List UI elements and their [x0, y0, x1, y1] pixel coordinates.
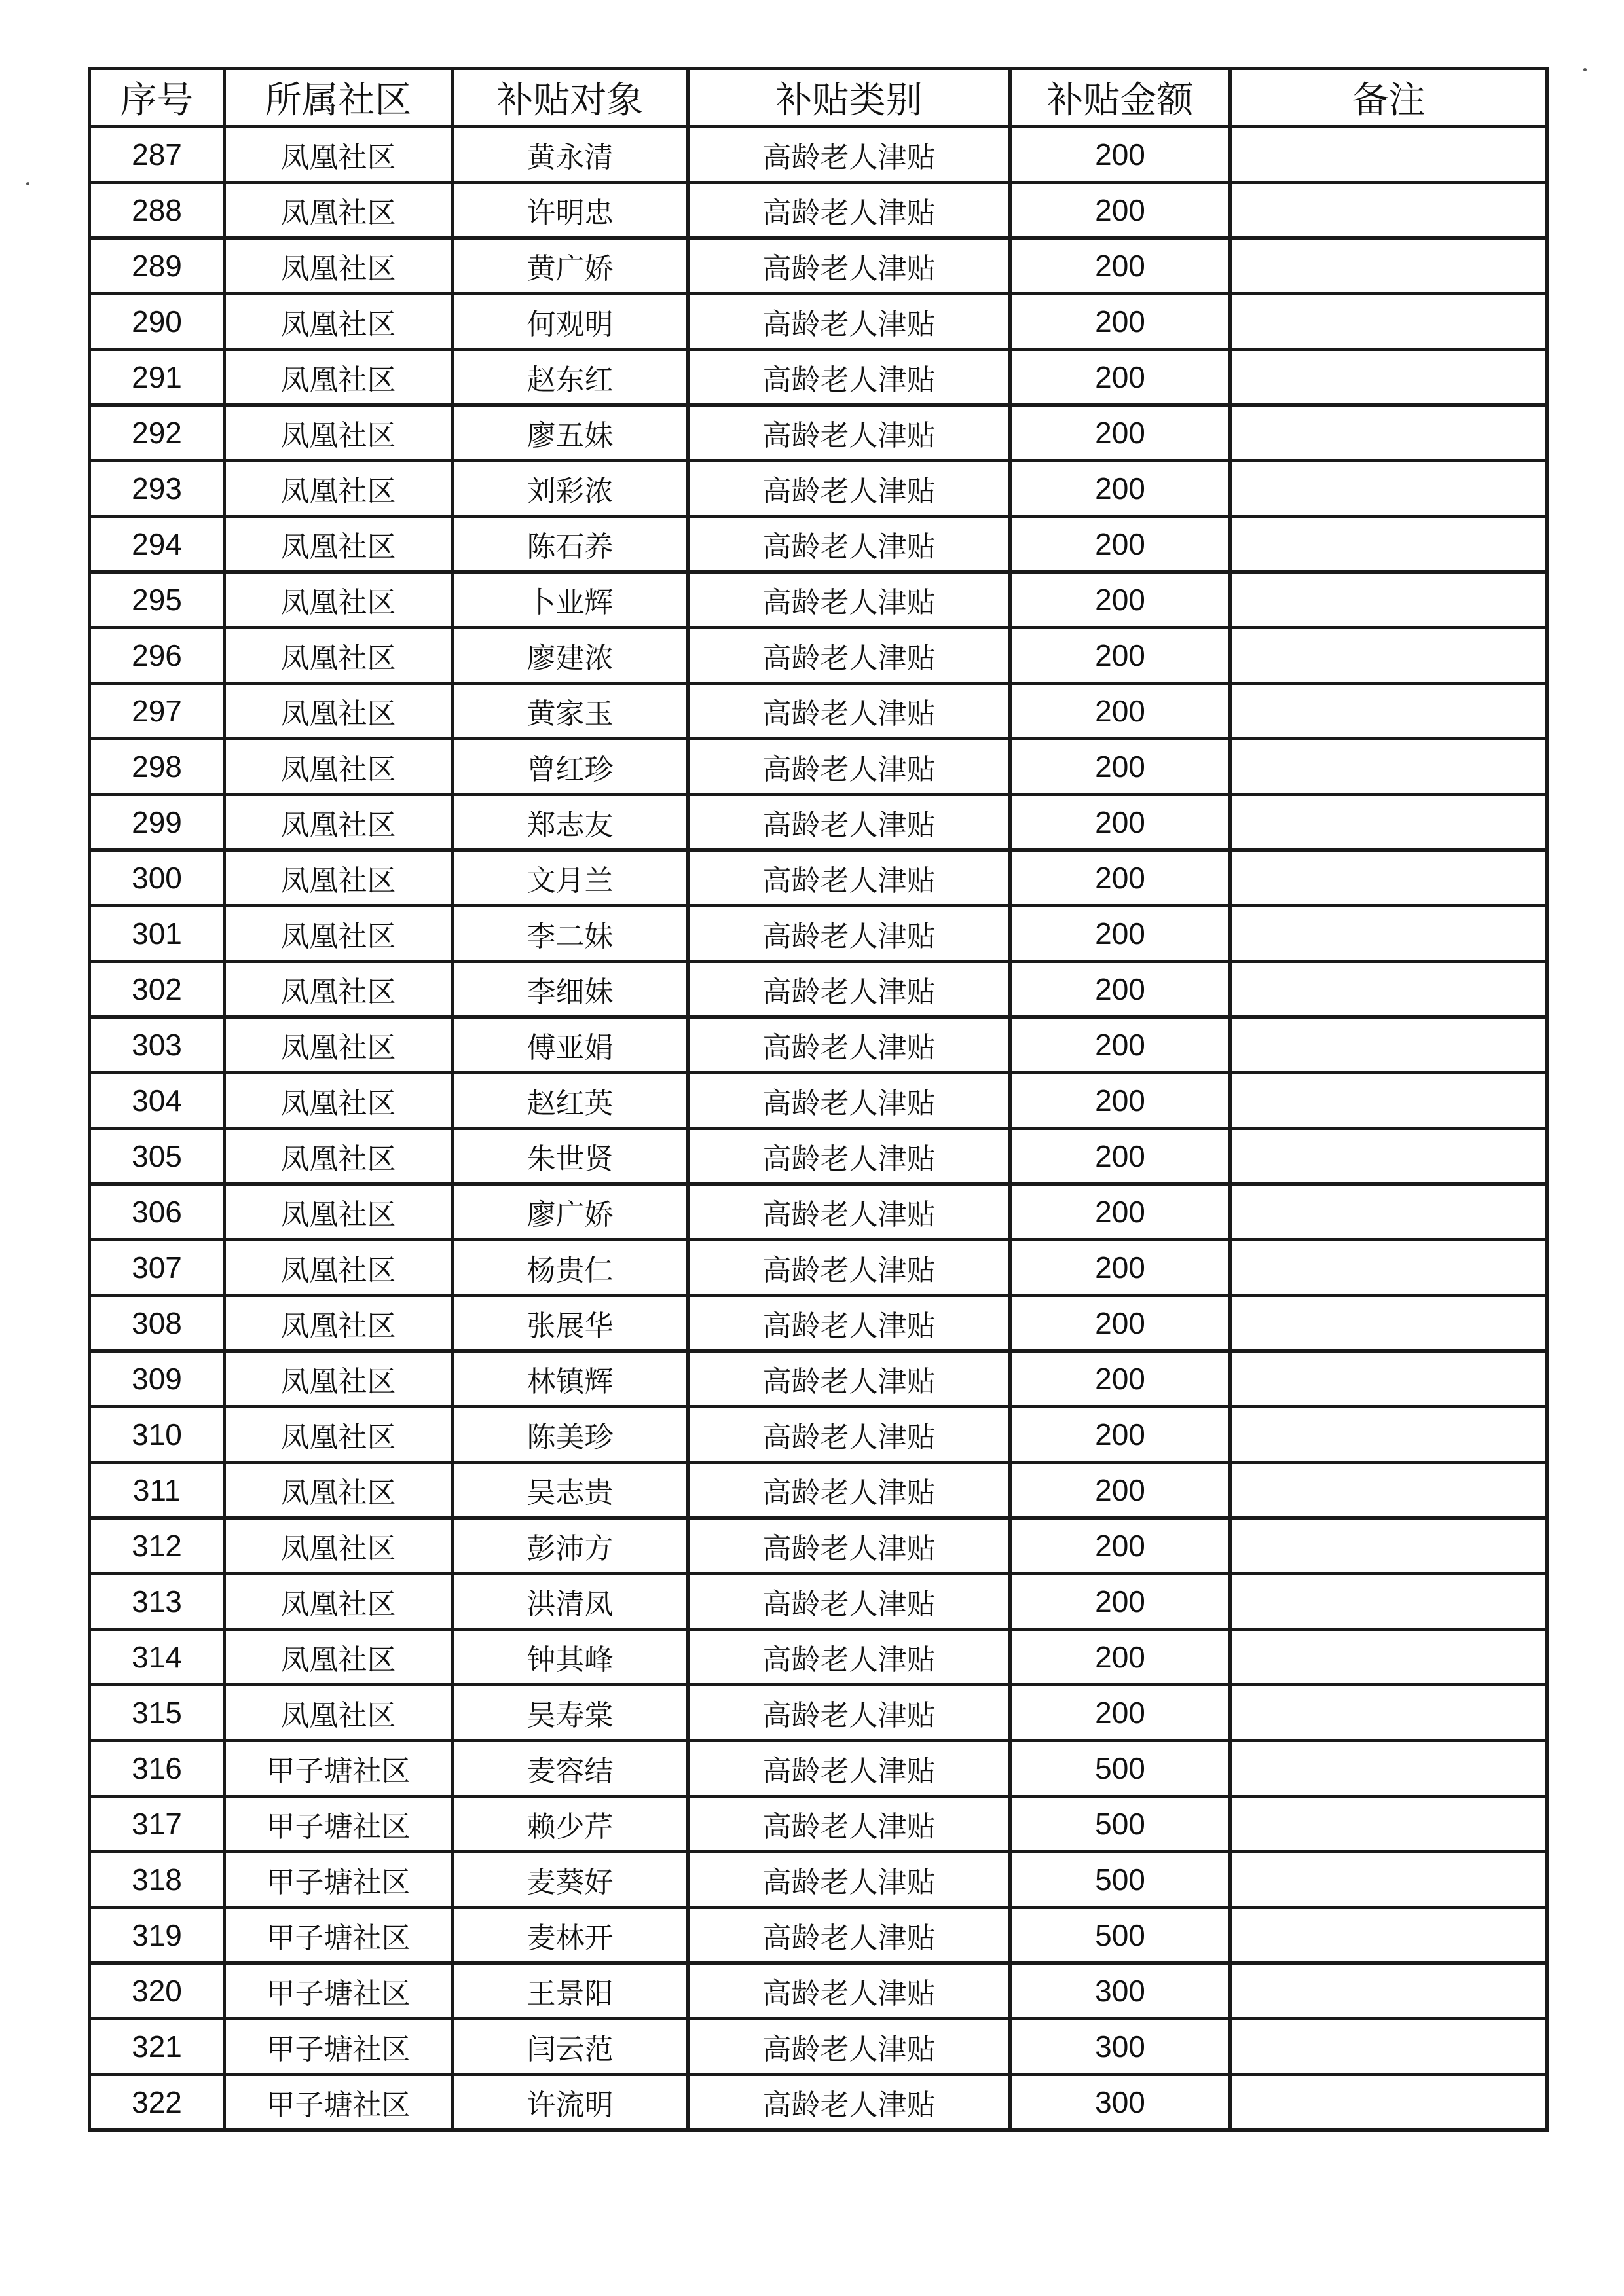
- cell-category: 高龄老人津贴: [688, 1852, 1010, 1908]
- cell-community: 凤凰社区: [225, 683, 452, 739]
- cell-community: 凤凰社区: [225, 238, 452, 294]
- table-row: [90, 1630, 1547, 1685]
- cell-amount: 500: [1010, 1741, 1230, 1796]
- cell-category: 高龄老人津贴: [688, 628, 1010, 683]
- cell-seq: 296: [90, 628, 225, 683]
- cell-amount: 200: [1010, 795, 1230, 850]
- cell-community: 凤凰社区: [225, 1017, 452, 1073]
- cell-note: [1230, 850, 1547, 906]
- cell-target: 王景阳: [452, 1963, 688, 2019]
- table-row: [90, 850, 1547, 906]
- table-row: [90, 1296, 1547, 1351]
- cell-category: 高龄老人津贴: [688, 1073, 1010, 1129]
- cell-seq: 308: [90, 1296, 225, 1351]
- cell-note: [1230, 906, 1547, 962]
- cell-seq: 300: [90, 850, 225, 906]
- header-target: 补贴对象: [452, 69, 688, 127]
- cell-note: [1230, 238, 1547, 294]
- table-row: [90, 1240, 1547, 1296]
- cell-seq: 311: [90, 1463, 225, 1518]
- table-row: [90, 628, 1547, 683]
- cell-amount: 200: [1010, 1296, 1230, 1351]
- cell-note: [1230, 1796, 1547, 1852]
- cell-seq: 290: [90, 294, 225, 350]
- cell-category: 高龄老人津贴: [688, 1407, 1010, 1463]
- cell-target: 许流明: [452, 2075, 688, 2130]
- cell-note: [1230, 1963, 1547, 2019]
- scan-speck: [1583, 68, 1587, 71]
- cell-amount: 200: [1010, 461, 1230, 517]
- cell-category: 高龄老人津贴: [688, 1796, 1010, 1852]
- cell-category: 高龄老人津贴: [688, 2075, 1010, 2130]
- cell-note: [1230, 739, 1547, 795]
- cell-target: 黄永清: [452, 127, 688, 183]
- cell-note: [1230, 1184, 1547, 1240]
- cell-amount: 500: [1010, 1852, 1230, 1908]
- table-row: [90, 683, 1547, 739]
- cell-target: 吴志贵: [452, 1463, 688, 1518]
- cell-community: 凤凰社区: [225, 795, 452, 850]
- cell-amount: 200: [1010, 628, 1230, 683]
- cell-category: 高龄老人津贴: [688, 1296, 1010, 1351]
- cell-seq: 320: [90, 1963, 225, 2019]
- cell-note: [1230, 1630, 1547, 1685]
- cell-category: 高龄老人津贴: [688, 1463, 1010, 1518]
- cell-seq: 305: [90, 1129, 225, 1184]
- cell-seq: 322: [90, 2075, 225, 2130]
- table-row: [90, 1407, 1547, 1463]
- cell-category: 高龄老人津贴: [688, 294, 1010, 350]
- cell-community: 凤凰社区: [225, 572, 452, 628]
- cell-category: 高龄老人津贴: [688, 1518, 1010, 1574]
- cell-note: [1230, 1073, 1547, 1129]
- cell-note: [1230, 683, 1547, 739]
- cell-category: 高龄老人津贴: [688, 1574, 1010, 1630]
- cell-target: 吴寿棠: [452, 1685, 688, 1741]
- cell-amount: 200: [1010, 1240, 1230, 1296]
- cell-seq: 289: [90, 238, 225, 294]
- cell-community: 甲子塘社区: [225, 1796, 452, 1852]
- cell-category: 高龄老人津贴: [688, 1908, 1010, 1963]
- cell-target: 郑志友: [452, 795, 688, 850]
- cell-seq: 316: [90, 1741, 225, 1796]
- header-seq: 序号: [90, 69, 225, 127]
- cell-note: [1230, 350, 1547, 405]
- cell-community: 甲子塘社区: [225, 1741, 452, 1796]
- cell-target: 卜业辉: [452, 572, 688, 628]
- cell-amount: 200: [1010, 127, 1230, 183]
- table-row: [90, 739, 1547, 795]
- cell-target: 刘彩浓: [452, 461, 688, 517]
- cell-target: 洪清凤: [452, 1574, 688, 1630]
- cell-amount: 200: [1010, 1351, 1230, 1407]
- cell-seq: 287: [90, 127, 225, 183]
- cell-community: 凤凰社区: [225, 628, 452, 683]
- cell-amount: 200: [1010, 1463, 1230, 1518]
- cell-amount: 300: [1010, 2075, 1230, 2130]
- table-row: [90, 1073, 1547, 1129]
- cell-target: 文月兰: [452, 850, 688, 906]
- cell-amount: 300: [1010, 1963, 1230, 2019]
- cell-category: 高龄老人津贴: [688, 238, 1010, 294]
- cell-amount: 200: [1010, 1630, 1230, 1685]
- cell-community: 凤凰社区: [225, 1240, 452, 1296]
- cell-community: 凤凰社区: [225, 517, 452, 572]
- cell-target: 林镇辉: [452, 1351, 688, 1407]
- cell-seq: 318: [90, 1852, 225, 1908]
- cell-note: [1230, 1351, 1547, 1407]
- cell-community: 凤凰社区: [225, 906, 452, 962]
- table-row: [90, 517, 1547, 572]
- cell-community: 凤凰社区: [225, 1463, 452, 1518]
- cell-note: [1230, 1908, 1547, 1963]
- cell-note: [1230, 572, 1547, 628]
- table-row: [90, 1518, 1547, 1574]
- cell-category: 高龄老人津贴: [688, 127, 1010, 183]
- scan-speck: [26, 182, 29, 185]
- table-header-row: [90, 69, 1547, 127]
- cell-seq: 295: [90, 572, 225, 628]
- cell-seq: 304: [90, 1073, 225, 1129]
- cell-seq: 307: [90, 1240, 225, 1296]
- table-row: [90, 1184, 1547, 1240]
- cell-community: 甲子塘社区: [225, 1908, 452, 1963]
- cell-seq: 317: [90, 1796, 225, 1852]
- cell-target: 廖建浓: [452, 628, 688, 683]
- cell-amount: 200: [1010, 1073, 1230, 1129]
- header-category: 补贴类别: [688, 69, 1010, 127]
- cell-community: 凤凰社区: [225, 850, 452, 906]
- cell-target: 廖五妹: [452, 405, 688, 461]
- cell-seq: 294: [90, 517, 225, 572]
- cell-seq: 310: [90, 1407, 225, 1463]
- cell-category: 高龄老人津贴: [688, 572, 1010, 628]
- cell-category: 高龄老人津贴: [688, 1351, 1010, 1407]
- cell-seq: 306: [90, 1184, 225, 1240]
- cell-category: 高龄老人津贴: [688, 1129, 1010, 1184]
- table-row: [90, 906, 1547, 962]
- cell-note: [1230, 127, 1547, 183]
- cell-amount: 200: [1010, 517, 1230, 572]
- cell-target: 黄家玉: [452, 683, 688, 739]
- cell-community: 凤凰社区: [225, 1351, 452, 1407]
- cell-community: 凤凰社区: [225, 739, 452, 795]
- table-row: [90, 1351, 1547, 1407]
- table-row: [90, 1852, 1547, 1908]
- cell-seq: 298: [90, 739, 225, 795]
- cell-seq: 303: [90, 1017, 225, 1073]
- cell-note: [1230, 1741, 1547, 1796]
- cell-seq: 313: [90, 1574, 225, 1630]
- cell-target: 杨贵仁: [452, 1240, 688, 1296]
- cell-target: 陈石养: [452, 517, 688, 572]
- table-row: [90, 127, 1547, 183]
- cell-category: 高龄老人津贴: [688, 683, 1010, 739]
- cell-community: 凤凰社区: [225, 294, 452, 350]
- table-row: [90, 461, 1547, 517]
- cell-community: 凤凰社区: [225, 405, 452, 461]
- cell-category: 高龄老人津贴: [688, 1741, 1010, 1796]
- cell-category: 高龄老人津贴: [688, 1240, 1010, 1296]
- cell-community: 凤凰社区: [225, 1630, 452, 1685]
- table-row: [90, 1908, 1547, 1963]
- cell-target: 麦容结: [452, 1741, 688, 1796]
- cell-seq: 297: [90, 683, 225, 739]
- cell-note: [1230, 517, 1547, 572]
- cell-amount: 500: [1010, 1908, 1230, 1963]
- cell-seq: 291: [90, 350, 225, 405]
- cell-amount: 200: [1010, 1574, 1230, 1630]
- cell-target: 赵红英: [452, 1073, 688, 1129]
- cell-target: 钟其峰: [452, 1630, 688, 1685]
- table-row: [90, 1963, 1547, 2019]
- cell-amount: 200: [1010, 183, 1230, 238]
- header-note: 备注: [1230, 69, 1547, 127]
- cell-note: [1230, 2075, 1547, 2130]
- cell-category: 高龄老人津贴: [688, 2019, 1010, 2075]
- table-row: [90, 1574, 1547, 1630]
- table-row: [90, 405, 1547, 461]
- cell-amount: 200: [1010, 850, 1230, 906]
- cell-category: 高龄老人津贴: [688, 350, 1010, 405]
- cell-note: [1230, 2019, 1547, 2075]
- cell-category: 高龄老人津贴: [688, 517, 1010, 572]
- cell-note: [1230, 461, 1547, 517]
- cell-target: 许明忠: [452, 183, 688, 238]
- cell-community: 凤凰社区: [225, 350, 452, 405]
- cell-note: [1230, 405, 1547, 461]
- cell-amount: 200: [1010, 683, 1230, 739]
- cell-note: [1230, 1685, 1547, 1741]
- cell-amount: 200: [1010, 962, 1230, 1017]
- cell-amount: 200: [1010, 1184, 1230, 1240]
- cell-amount: 200: [1010, 1407, 1230, 1463]
- cell-note: [1230, 294, 1547, 350]
- cell-amount: 200: [1010, 238, 1230, 294]
- cell-note: [1230, 962, 1547, 1017]
- cell-target: 何观明: [452, 294, 688, 350]
- cell-seq: 321: [90, 2019, 225, 2075]
- cell-category: 高龄老人津贴: [688, 1630, 1010, 1685]
- cell-seq: 314: [90, 1630, 225, 1685]
- table-row: [90, 962, 1547, 1017]
- cell-target: 麦林开: [452, 1908, 688, 1963]
- cell-category: 高龄老人津贴: [688, 795, 1010, 850]
- cell-seq: 315: [90, 1685, 225, 1741]
- cell-seq: 319: [90, 1908, 225, 1963]
- cell-seq: 292: [90, 405, 225, 461]
- header-community: 所属社区: [225, 69, 452, 127]
- cell-category: 高龄老人津贴: [688, 1017, 1010, 1073]
- cell-category: 高龄老人津贴: [688, 461, 1010, 517]
- cell-category: 高龄老人津贴: [688, 183, 1010, 238]
- cell-amount: 200: [1010, 739, 1230, 795]
- table-row: [90, 572, 1547, 628]
- cell-amount: 300: [1010, 2019, 1230, 2075]
- cell-community: 甲子塘社区: [225, 2075, 452, 2130]
- cell-community: 凤凰社区: [225, 1574, 452, 1630]
- header-amount: 补贴金额: [1010, 69, 1230, 127]
- cell-community: 甲子塘社区: [225, 1963, 452, 2019]
- cell-amount: 200: [1010, 405, 1230, 461]
- cell-target: 陈美珍: [452, 1407, 688, 1463]
- cell-seq: 309: [90, 1351, 225, 1407]
- cell-target: 李细妹: [452, 962, 688, 1017]
- cell-amount: 200: [1010, 1518, 1230, 1574]
- table-row: [90, 2075, 1547, 2130]
- cell-target: 黄广娇: [452, 238, 688, 294]
- table-row: [90, 795, 1547, 850]
- cell-amount: 500: [1010, 1796, 1230, 1852]
- cell-note: [1230, 1240, 1547, 1296]
- cell-note: [1230, 1852, 1547, 1908]
- cell-target: 麦葵好: [452, 1852, 688, 1908]
- cell-target: 曾红珍: [452, 739, 688, 795]
- cell-note: [1230, 183, 1547, 238]
- cell-amount: 200: [1010, 350, 1230, 405]
- cell-note: [1230, 628, 1547, 683]
- cell-community: 甲子塘社区: [225, 2019, 452, 2075]
- cell-community: 凤凰社区: [225, 1407, 452, 1463]
- cell-target: 闫云范: [452, 2019, 688, 2075]
- cell-category: 高龄老人津贴: [688, 1184, 1010, 1240]
- cell-community: 凤凰社区: [225, 1184, 452, 1240]
- cell-seq: 299: [90, 795, 225, 850]
- cell-note: [1230, 1518, 1547, 1574]
- cell-target: 李二妹: [452, 906, 688, 962]
- cell-amount: 200: [1010, 1685, 1230, 1741]
- cell-target: 张展华: [452, 1296, 688, 1351]
- cell-community: 凤凰社区: [225, 1685, 452, 1741]
- cell-category: 高龄老人津贴: [688, 1963, 1010, 2019]
- table-row: [90, 2019, 1547, 2075]
- table-row: [90, 294, 1547, 350]
- cell-amount: 200: [1010, 294, 1230, 350]
- cell-category: 高龄老人津贴: [688, 405, 1010, 461]
- cell-community: 凤凰社区: [225, 183, 452, 238]
- cell-category: 高龄老人津贴: [688, 962, 1010, 1017]
- table-row: [90, 238, 1547, 294]
- cell-community: 凤凰社区: [225, 962, 452, 1017]
- cell-note: [1230, 1296, 1547, 1351]
- cell-note: [1230, 1407, 1547, 1463]
- cell-note: [1230, 1574, 1547, 1630]
- cell-community: 凤凰社区: [225, 1073, 452, 1129]
- cell-community: 凤凰社区: [225, 1129, 452, 1184]
- cell-seq: 288: [90, 183, 225, 238]
- cell-amount: 200: [1010, 572, 1230, 628]
- cell-seq: 301: [90, 906, 225, 962]
- cell-note: [1230, 1017, 1547, 1073]
- table-row: [90, 1129, 1547, 1184]
- table-row: [90, 1017, 1547, 1073]
- cell-category: 高龄老人津贴: [688, 906, 1010, 962]
- cell-category: 高龄老人津贴: [688, 1685, 1010, 1741]
- cell-target: 赖少芹: [452, 1796, 688, 1852]
- table-row: [90, 183, 1547, 238]
- table-row: [90, 1796, 1547, 1852]
- table-row: [90, 1463, 1547, 1518]
- table-row: [90, 1741, 1547, 1796]
- cell-seq: 312: [90, 1518, 225, 1574]
- subsidy-table: [88, 67, 1549, 2132]
- cell-amount: 200: [1010, 1017, 1230, 1073]
- cell-target: 赵东红: [452, 350, 688, 405]
- cell-note: [1230, 795, 1547, 850]
- cell-note: [1230, 1129, 1547, 1184]
- cell-target: 傅亚娟: [452, 1017, 688, 1073]
- cell-target: 彭沛方: [452, 1518, 688, 1574]
- cell-category: 高龄老人津贴: [688, 739, 1010, 795]
- cell-seq: 293: [90, 461, 225, 517]
- table-row: [90, 1685, 1547, 1741]
- cell-category: 高龄老人津贴: [688, 850, 1010, 906]
- cell-community: 凤凰社区: [225, 1296, 452, 1351]
- cell-community: 凤凰社区: [225, 461, 452, 517]
- cell-note: [1230, 1463, 1547, 1518]
- cell-amount: 200: [1010, 906, 1230, 962]
- cell-community: 甲子塘社区: [225, 1852, 452, 1908]
- table-row: [90, 350, 1547, 405]
- cell-community: 凤凰社区: [225, 1518, 452, 1574]
- cell-community: 凤凰社区: [225, 127, 452, 183]
- cell-target: 廖广娇: [452, 1184, 688, 1240]
- cell-seq: 302: [90, 962, 225, 1017]
- cell-target: 朱世贤: [452, 1129, 688, 1184]
- cell-amount: 200: [1010, 1129, 1230, 1184]
